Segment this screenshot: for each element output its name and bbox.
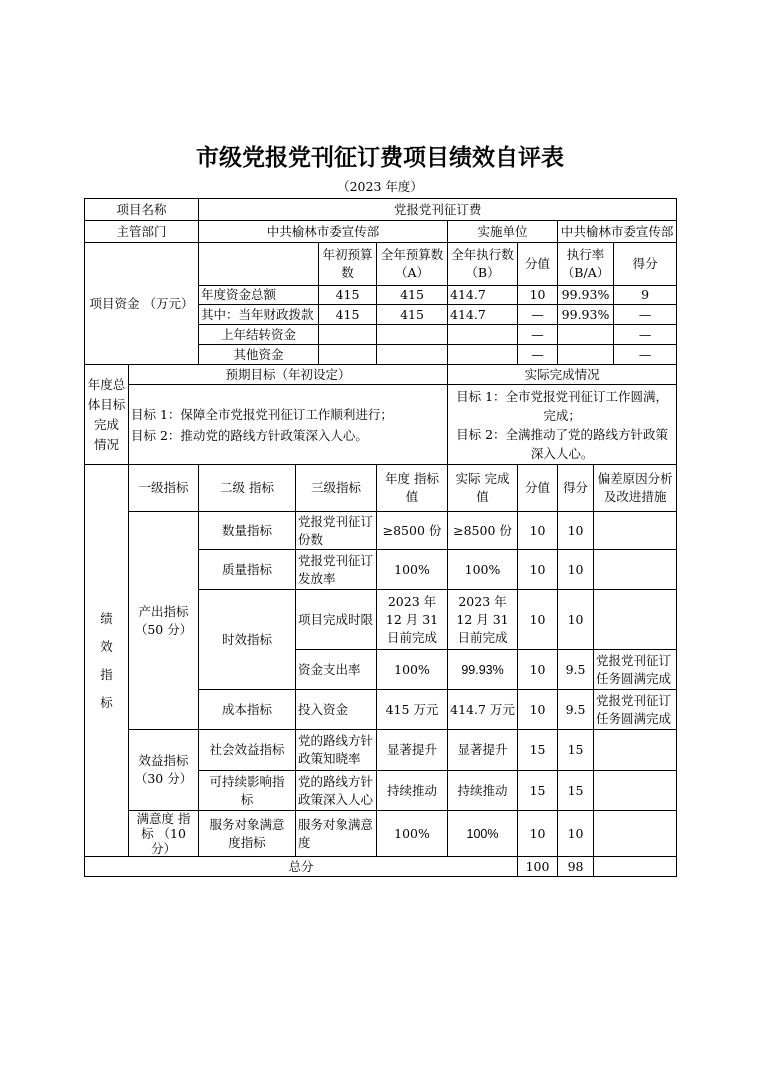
indicator-deviation [594,730,677,771]
header-score-weight: 分值 [518,243,558,286]
funds-score: — [614,345,677,365]
indicator-level2: 质量指标 [199,550,296,590]
page-title: 市级党报党刊征订费项目绩效自评表 [196,144,564,171]
indicator-weight: 10 [518,650,558,690]
funds-initial-budget [319,325,377,345]
expected-goal-1: 目标 1：保障全市党报党刊征订工作顺利进行； [131,406,393,422]
indicator-target: 100% [377,650,448,690]
indicator-level2: 服务对象满意度指标 [199,811,296,857]
indicator-weight: 10 [518,550,558,590]
header-deviation: 偏差原因分析及改进措施 [594,465,677,512]
funds-score-weight: 10 [518,286,558,305]
actual-goals [448,385,677,465]
funds-execution-rate: 99.93% [558,286,614,305]
indicator-target: 2023 年 12 月 31 日前完成 [377,590,448,650]
funds-initial-budget: 415 [319,305,377,325]
expected-goals-header: 预期目标（年初设定） [129,365,448,385]
header-indicator-weight: 分值 [518,465,558,512]
funds-annual-budget: 415 [377,286,448,305]
indicators-header-row [85,465,677,512]
indicator-level2: 社会效益指标 [199,730,296,771]
indicator-deviation [594,771,677,811]
indicator-level3: 资金支出率 [296,650,377,690]
indicator-level3: 投入资金 [296,690,377,730]
header-execution-rate: 执行率（B/A） [558,243,614,286]
indicator-deviation [594,512,677,550]
funds-execution-rate [558,325,614,345]
indicator-level3: 党的路线方针政策深入人心 [296,771,377,811]
indicator-target: 100% [377,811,448,857]
indicator-deviation [594,590,677,650]
header-initial-budget: 年初预算数 [319,243,377,286]
funds-annual-execution [448,345,518,365]
header-indicator-score: 得分 [558,465,594,512]
funds-score-weight: — [518,345,558,365]
header-level2: 二级 指标 [199,465,296,512]
funds-score-weight: — [518,325,558,345]
goals-label: 年度总 体目标 完成 情况 [85,365,129,465]
indicator-level3: 项目完成时限 [296,590,377,650]
header-annual-target: 年度 指标值 [377,465,448,512]
indicator-deviation [594,550,677,590]
header-score: 得分 [614,243,677,286]
indicator-weight: 10 [518,690,558,730]
indicator-weight: 10 [518,590,558,650]
expected-goals [129,385,448,465]
benefit-indicators-group: 效益指标 （30 分） [129,730,199,811]
implementing-unit-value: 中共榆林市委宣传部 [558,221,677,243]
indicator-target: 100% [377,550,448,590]
indicator-weight: 15 [518,771,558,811]
funds-header-row [85,243,677,286]
funds-annual-execution [448,325,518,345]
indicator-target: 持续推动 [377,771,448,811]
expected-goal-2: 目标 2：推动党的路线方针政策深入人心。 [131,427,368,443]
funds-initial-budget: 415 [319,286,377,305]
funds-annual-execution: 414.7 [448,305,518,325]
project-name-value: 党报党刊征订费 [199,199,677,221]
funds-score-weight: — [518,305,558,325]
indicator-weight: 10 [518,512,558,550]
indicator-row [85,512,677,550]
indicator-level3: 党报党刊征订发放率 [296,550,377,590]
indicator-level2: 成本指标 [199,690,296,730]
funds-score: 9 [614,286,677,305]
satisfaction-indicators-group: 满意度 指标 （10 分） [129,811,199,857]
supervising-dept-value: 中共榆林市委宣传部 [199,221,448,243]
indicator-score: 15 [558,771,594,811]
year-subtitle: （2023 年度） [337,179,423,194]
total-weight: 100 [518,857,558,877]
output-indicators-group: 产出指标 （50 分） [129,512,199,730]
funds-score: — [614,305,677,325]
indicator-weight: 10 [518,811,558,857]
indicator-weight: 15 [518,730,558,771]
indicator-deviation [594,811,677,857]
indicator-level2: 可持续影响指标 [199,771,296,811]
funds-annual-budget: 415 [377,305,448,325]
funds-annual-execution: 414.7 [448,286,518,305]
goals-header-row [85,365,677,385]
indicator-level3: 党报党刊征订份数 [296,512,377,550]
indicator-score: 10 [558,512,594,550]
indicator-score: 10 [558,590,594,650]
total-label: 总分 [85,857,518,877]
project-name-label: 项目名称 [85,199,199,221]
indicator-row [85,811,677,857]
header-actual-value: 实际 完成值 [448,465,518,512]
total-row [85,857,677,877]
funds-annual-budget [377,325,448,345]
indicator-score: 10 [558,550,594,590]
indicator-row [85,730,677,771]
funds-row-label: 其中：当年财政拨款 [199,305,319,325]
implementing-unit-label: 实施单位 [448,221,558,243]
funds-score: — [614,325,677,345]
indicator-actual: 99.93% [448,650,518,690]
indicators-section-label [85,465,129,857]
funds-execution-rate [558,345,614,365]
indicator-level3: 党的路线方针政策知晓率 [296,730,377,771]
funds-annual-budget [377,345,448,365]
supervising-dept-label: 主管部门 [85,221,199,243]
indicator-actual: ≥8500 份 [448,512,518,550]
indicator-actual: 持续推动 [448,771,518,811]
funds-header-blank [199,243,319,286]
header-level3: 三级指标 [296,465,377,512]
indicator-score: 9.5 [558,650,594,690]
actual-goal-2: 目标 2：全满推动了党的路线方针政策深入人心。 [456,426,669,461]
actual-goal-1: 目标 1：全市党报党刊征订工作圆满，完成； [456,388,669,423]
total-score: 98 [558,857,594,877]
funds-execution-rate: 99.93% [558,305,614,325]
goals-row [85,385,677,465]
indicator-deviation: 党报党刊征订任务圆满完成 [594,650,677,690]
indicator-level3: 服务对象满意度 [296,811,377,857]
indicator-level2: 数量指标 [199,512,296,550]
indicator-actual: 显著提升 [448,730,518,771]
indicator-score: 9.5 [558,690,594,730]
actual-goals-header: 实际完成情况 [448,365,677,385]
indicators-section-text: 绩效指标 [100,610,113,710]
funds-label: 项目资金 （万元） [85,243,199,365]
indicator-actual: 2023 年 12 月 31 日前完成 [448,590,518,650]
project-name-row [85,199,677,221]
indicator-actual: 100% [448,811,518,857]
indicator-target: ≥8500 份 [377,512,448,550]
evaluation-table [84,198,677,877]
funds-initial-budget [319,345,377,365]
indicator-target: 415 万元 [377,690,448,730]
funds-row-label: 其他资金 [199,345,319,365]
indicator-actual: 414.7 万元 [448,690,518,730]
indicator-score: 10 [558,811,594,857]
indicator-actual: 100% [448,550,518,590]
indicator-target: 显著提升 [377,730,448,771]
indicator-score: 15 [558,730,594,771]
department-row [85,221,677,243]
indicator-level2: 时效指标 [199,590,296,690]
header-annual-budget: 全年预算数（A） [377,243,448,286]
indicator-deviation: 党报党刊征订任务圆满完成 [594,690,677,730]
header-annual-execution: 全年执行数（B） [448,243,518,286]
funds-row-label: 上年结转资金 [199,325,319,345]
header-level1: 一级指标 [129,465,199,512]
total-deviation [594,857,677,877]
funds-row-label: 年度资金总额 [199,286,319,305]
